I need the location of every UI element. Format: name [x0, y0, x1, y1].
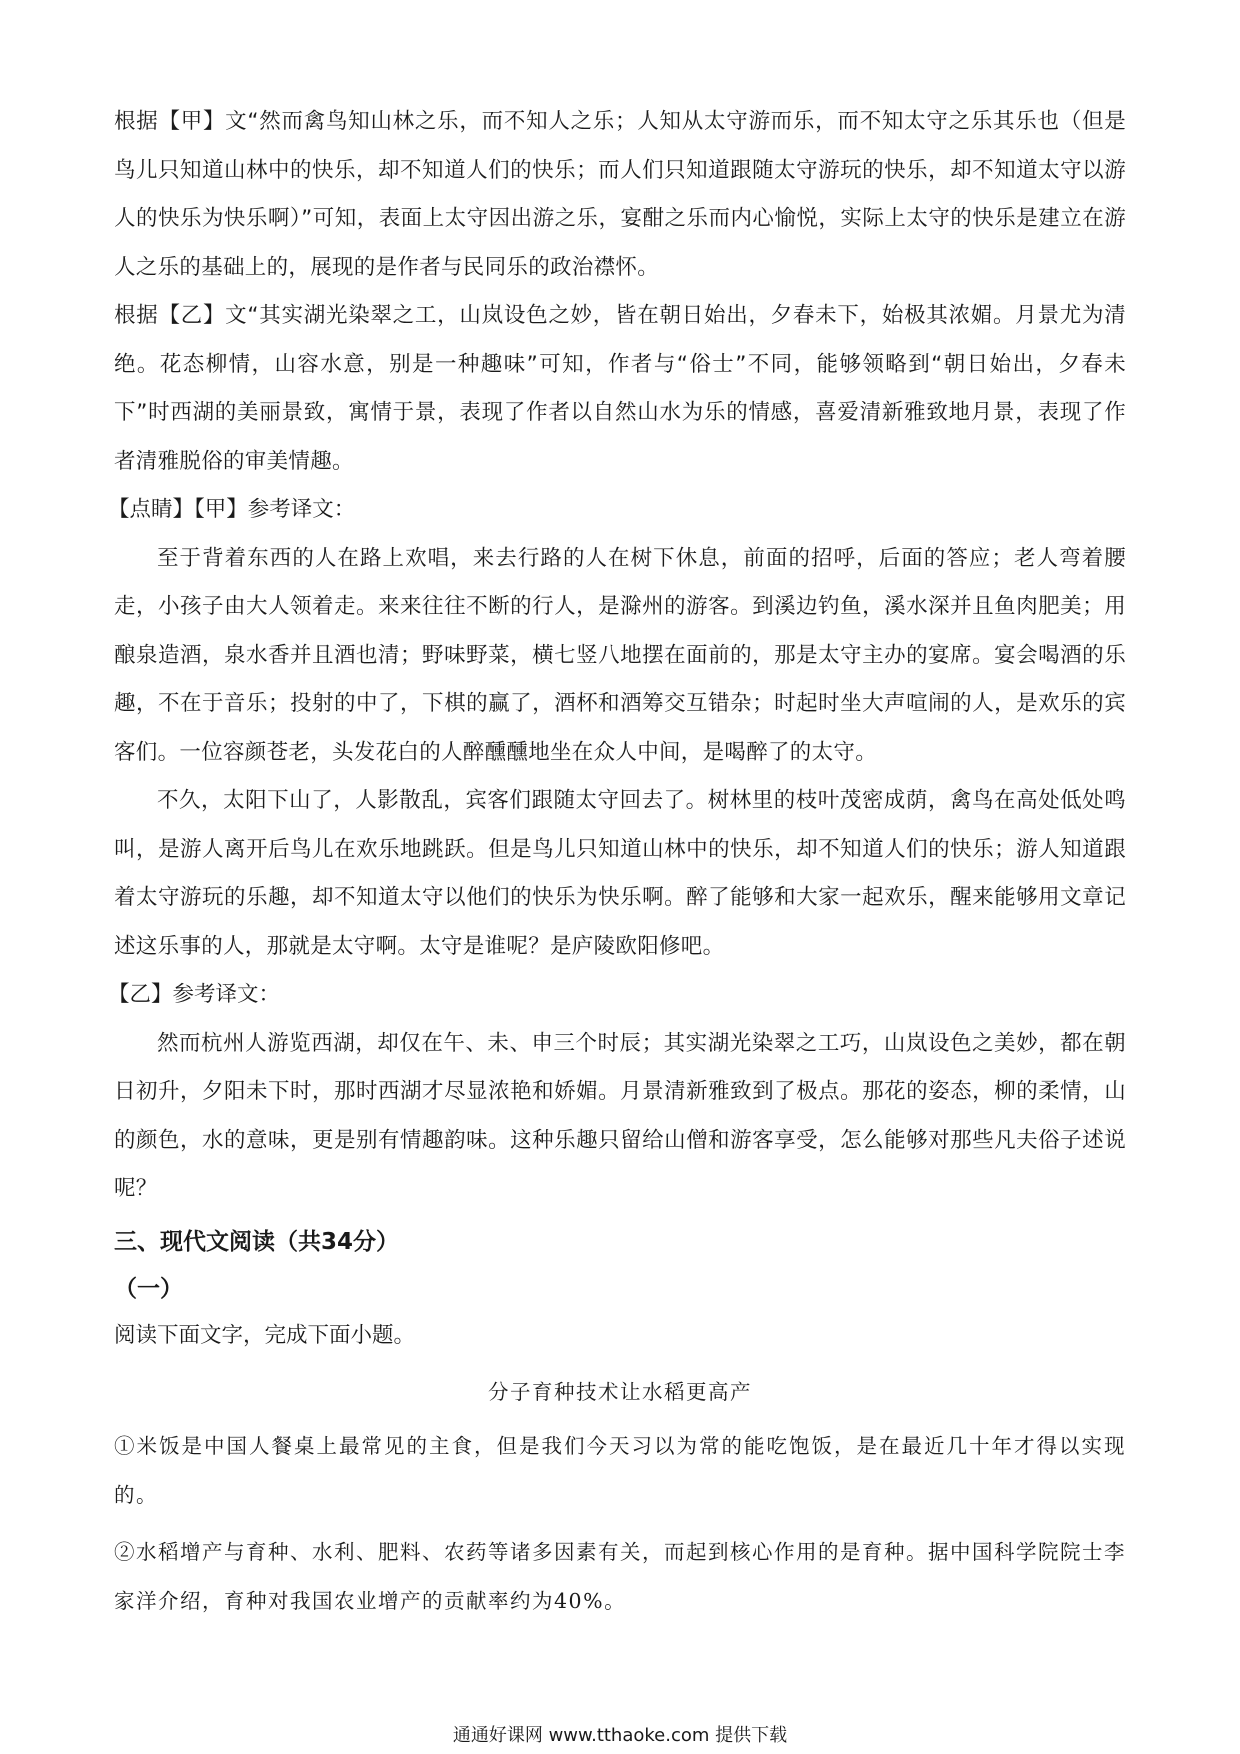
jia-translation-paragraph-1: 至于背着东西的人在路上欢唱，来去行路的人在树下休息，前面的招呼，后面的答应；老人弯着腰走，小孩子由大人领着走。来来往往不断的行人，是滁州的游客。到溪边钓鱼，溪水深并且鱼肉肥美；用酿泉造酒，泉水香并且酒也清；野味野菜，横七竖八地摆在面前的，那是太守主办的宴席。宴会喝酒的乐趣，不在于音乐；投射的中了，下棋的赢了，酒杯和酒筹交互错杂；时起时坐大声喧闹的人，是欢乐的宾客们。一位容颜苍老，头发花白的人醉醺醺地坐在众人中间，是喝醉了的太守。: [114, 545, 1126, 765]
sub-section-title: （一）: [114, 1275, 183, 1302]
dianjing-label: 【点睛】【甲】参考译文：: [108, 497, 356, 522]
yi-analysis-paragraph: 根据【乙】文“其实湖光染翠之工，山岚设色之妙，皆在朝日始出，夕春未下，始极其浓媚。月景尤为清绝。花态柳情，山容水意，别是一种趣味”可知，作者与“俗士”不同，能够领略到“朝日始出，夕春未下”时西湖的美丽景致，寓情于景，表现了作者以自然山水为乐的情感，喜爱清新雅致地月景，表现了作者清雅脱俗的审美情趣。: [114, 303, 1126, 474]
document-page: [108, 98, 1126, 1626]
footer-watermark: 通通好课网 www.tthaoke.com 提供下载: [452, 1725, 788, 1746]
jia-analysis-paragraph: 根据【甲】文“然而禽鸟知山林之乐，而不知人之乐；人知从太守游而乐，而不知太守之乐其乐也（但是鸟儿只知道山林中的快乐，却不知道人们的快乐；而人们只知道跟随太守游玩的快乐，却不知道太守以游人的快乐为快乐啊）”可知，表面上太守因出游之乐，宴酣之乐而内心愉悦，实际上太守的快乐是建立在游人之乐的基础上的，展现的是作者与民同乐的政治襟怀。: [114, 109, 1126, 280]
section-title: 三、现代文阅读（共34分）: [114, 1228, 400, 1255]
article-paragraph-2: ②水稻增产与育种、水利、肥料、农药等诸多因素有关，而起到核心作用的是育种。据中国科学院院士李家洋介绍，育种对我国农业增产的贡献率约为40%。: [114, 1540, 1126, 1613]
article-paragraph-1: ①米饭是中国人餐桌上最常见的主食，但是我们今天习以为常的能吃饱饭，是在最近几十年才得以实现的。: [114, 1434, 1126, 1507]
jia-translation-paragraph-2: 不久，太阳下山了，人影散乱，宾客们跟随太守回去了。树林里的枝叶茂密成荫，禽鸟在高处低处鸣叫，是游人离开后鸟儿在欢乐地跳跃。但是鸟儿只知道山林中的快乐，却不知道人们的快乐；游人知道跟着太守游玩的乐趣，却不知道太守以他们的快乐为快乐啊。醉了能够和大家一起欢乐，醒来能够用文章记述这乐事的人，那就是太守啊。太守是谁呢？是庐陵欧阳修吧。: [114, 788, 1126, 959]
reading-instruction: 阅读下面文字，完成下面小题。: [114, 1322, 416, 1348]
yi-translation-paragraph: 然而杭州人游览西湖，却仅在午、未、申三个时辰；其实湖光染翠之工巧，山岚设色之美妙，都在朝日初升，夕阳未下时，那时西湖才尽显浓艳和娇媚。月景清新雅致到了极点。那花的姿态，柳的柔情，山的颜色，水的意味，更是别有情趣韵味。这种乐趣只留给山僧和游客享受，怎么能够对那些凡夫俗子述说呢？: [114, 1030, 1126, 1201]
article-title: 分子育种技术让水稻更高产: [488, 1380, 752, 1404]
yi-translation-label: 【乙】参考译文：: [108, 982, 281, 1007]
